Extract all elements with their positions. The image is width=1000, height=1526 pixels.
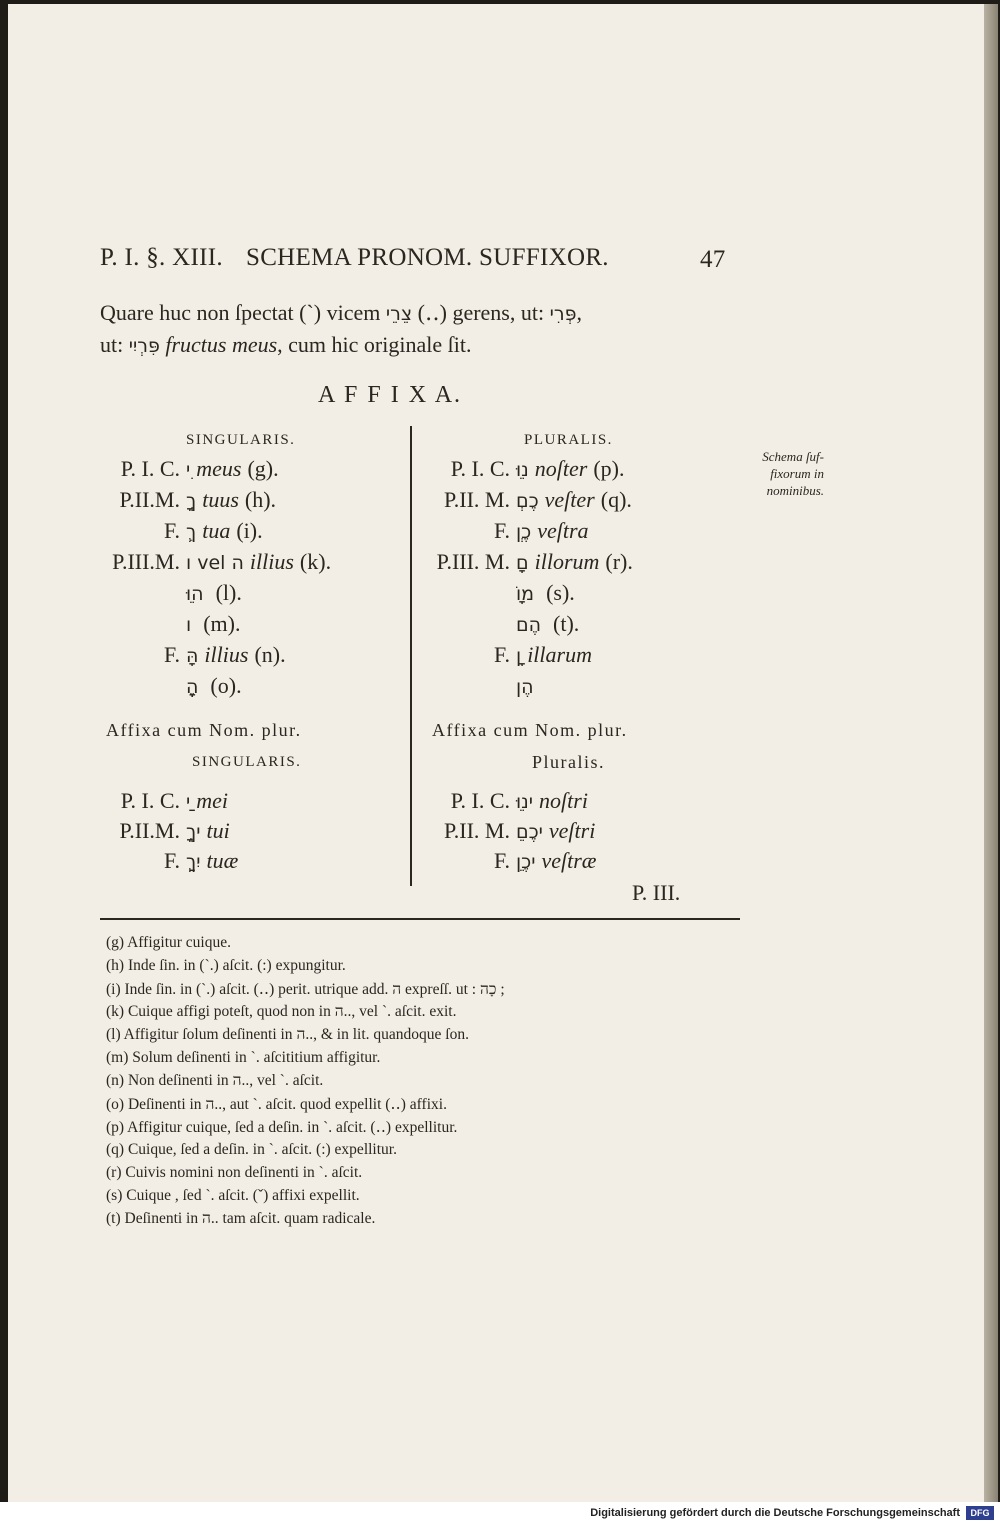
table-row (422, 611, 579, 637)
row-note: (s). (546, 580, 575, 605)
row-label: P.II. M. (443, 487, 510, 512)
row-note: (n). (254, 642, 286, 667)
row-label: P. I. C. (450, 788, 510, 813)
row-note: (l). (215, 580, 242, 605)
footnote: (i) Inde ſin. in (ˋ.) aſcit. (‥) perit. utrique add. ה expreſſ. ut : כָה ; (106, 981, 505, 998)
row-note: (t). (553, 611, 580, 636)
table-row (100, 487, 276, 513)
running-head-left: P. I. §. XIII. (100, 244, 223, 271)
intro-line-1 (100, 300, 582, 326)
row-note: (m). (203, 611, 241, 636)
row-label: P.III. M. (436, 549, 510, 574)
table-row (100, 549, 331, 575)
hebrew-suffix: ְכֶם (516, 490, 539, 512)
table-row (100, 580, 242, 606)
table-row (422, 673, 546, 699)
footnote: (r) Cuivis nomini non deſinenti in ˋ. aſcit. (106, 1164, 363, 1181)
table-row (422, 487, 632, 513)
hebrew-suffix: הֶן (516, 676, 534, 698)
footnote: (k) Cuique affigi poteſt, quod non in ה.., vel ˋ. aſcit. exit. (106, 1003, 457, 1020)
book-page (8, 4, 986, 1502)
footnote: (g) Affigitur cuique. (106, 934, 231, 951)
intro-text: ut: (100, 332, 124, 357)
row-gloss: illius (249, 549, 294, 574)
row-label: F. (494, 518, 510, 543)
table-row (422, 456, 625, 482)
table-row (100, 818, 236, 844)
row-note: (p). (593, 456, 625, 481)
table-row (422, 788, 594, 814)
row-gloss: tua (202, 518, 231, 543)
hebrew-suffix: ְךָ (186, 490, 197, 512)
catchword: P. III. (632, 880, 681, 905)
table-row (100, 673, 242, 699)
row-label: P. I. C. (120, 456, 180, 481)
row-note: (h). (244, 487, 277, 512)
row-note: (k). (299, 549, 332, 574)
table-row (422, 642, 598, 668)
row-gloss: veſter (544, 487, 595, 512)
column-divider (410, 426, 412, 886)
row-gloss: veſtri (548, 818, 596, 843)
table-row (100, 788, 234, 814)
row-gloss: illius (204, 642, 249, 667)
table-row (422, 518, 595, 544)
row-note: (o). (210, 673, 242, 698)
row-label: F. (164, 642, 180, 667)
footnote: (h) Inde ſin. in (ˋ.) aſcit. (:) expungitur. (106, 957, 346, 974)
digitization-footer (0, 1502, 1000, 1526)
row-gloss: tuus (202, 487, 239, 512)
table-row (100, 642, 286, 668)
hebrew-suffix: ַי (186, 791, 191, 813)
hebrew-suffix: ֶהָ (186, 676, 199, 698)
footnote: (o) Deſinenti in ה.., aut ˋ. aſcit. quod expellit (‥) affixi. (106, 1096, 447, 1113)
table-row (422, 848, 602, 874)
table-row (100, 456, 279, 482)
row-label: P. I. C. (450, 456, 510, 481)
header-affixa-nom-plur-left: Affixa cum Nom. plur. (106, 720, 302, 740)
dfg-logo: DFG (966, 1506, 994, 1520)
running-head-title: SCHEMA PRONOM. SUFFIXOR. (246, 244, 609, 271)
row-label: P.II.M. (119, 487, 180, 512)
hebrew-suffix: ָן (516, 645, 522, 667)
header-singularis-2: SINGULARIS. (192, 754, 302, 770)
margin-note (732, 448, 824, 499)
margin-note-line: Schema ſuf- (762, 449, 824, 464)
hebrew-suffix: הֶם (516, 614, 542, 636)
table-row (422, 549, 633, 575)
header-singularis: SINGULARIS. (186, 432, 296, 448)
row-gloss: mei (196, 788, 229, 813)
footnote: (s) Cuique , ſed ˋ. aſcit. (ˇ) affixi expellit. (106, 1187, 360, 1204)
row-note: (i). (236, 518, 263, 543)
section-title: A F F I X A. (318, 382, 463, 408)
hebrew-suffix: ָם (516, 552, 529, 574)
row-gloss: tuæ (206, 848, 239, 873)
hebrew-suffix: ו vel ה (186, 552, 244, 574)
intro-text: , (576, 300, 582, 325)
hebrew-suffix: ָהּ (186, 645, 199, 667)
row-label: P.II. M. (443, 818, 510, 843)
row-gloss: meus (196, 456, 242, 481)
header-affixa-nom-plur-right: Affixa cum Nom. plur. (432, 720, 628, 740)
footnote: (t) Deſinenti in ה.. tam aſcit. quam radicale. (106, 1210, 376, 1227)
row-gloss: noſter (534, 456, 588, 481)
header-pluralis-2: Pluralis. (532, 752, 606, 772)
row-label: P. I. C. (120, 788, 180, 813)
hebrew-word: צֵרֵי (385, 303, 413, 325)
row-label: P.III.M. (112, 549, 180, 574)
footnote: (q) Cuique, ſed a deſin. in ˋ. aſcit. (:) expellitur. (106, 1141, 397, 1158)
row-note: (g). (247, 456, 279, 481)
footnote: (m) Solum deſinenti in ˋ. aſcititium affigitur. (106, 1049, 381, 1066)
margin-note-line: nominibus. (766, 483, 824, 498)
hebrew-suffix: ֵיכֶן (516, 851, 536, 873)
table-row (422, 580, 575, 606)
intro-text: (‥) gerens, ut: (417, 300, 545, 325)
hebrew-suffix: ֵינוּ (516, 791, 534, 813)
hebrew-suffix: ֵךְ (186, 521, 197, 543)
intro-text: Quare huc non ſpectat (ˋ) vicem (100, 300, 381, 325)
intro-text: , cum hic originale ſit. (277, 332, 472, 357)
hebrew-suffix: ַיִךְ (186, 851, 201, 873)
row-label: F. (164, 518, 180, 543)
row-gloss: noſtri (539, 788, 588, 813)
footnote: (p) Affigitur cuique, ſed a deſin. in ˋ. aſcit. (‥) expellitur. (106, 1119, 458, 1136)
hebrew-suffix: ָמוֹ (516, 583, 535, 605)
hebrew-suffix: ו (186, 614, 192, 636)
row-label: F. (164, 848, 180, 873)
page-number: 47 (700, 246, 726, 273)
footnote-rule (100, 918, 740, 920)
row-gloss: illarum (527, 642, 592, 667)
row-note: (q). (600, 487, 632, 512)
table-row (100, 848, 244, 874)
hebrew-suffix: ֵהוּ (186, 583, 204, 605)
hebrew-suffix: ֶיךָ (186, 821, 201, 843)
margin-note-line: fixorum in (770, 466, 824, 481)
footnote: (n) Non deſinenti in ה.., vel ˋ. aſcit. (106, 1072, 324, 1089)
row-gloss: veſtræ (541, 848, 597, 873)
intro-gloss: fructus meus (165, 332, 278, 357)
row-note: (r). (605, 549, 633, 574)
page-edge (984, 4, 998, 1502)
hebrew-suffix: ֵיכֶם (516, 821, 543, 843)
row-label: P.II.M. (119, 818, 180, 843)
row-gloss: illorum (534, 549, 600, 574)
footnote: (l) Affigitur ſolum deſinenti in ה.., & in lit. quandoque ſon. (106, 1026, 469, 1043)
hebrew-suffix: ֵנוּ (516, 459, 529, 481)
table-row (422, 818, 601, 844)
intro-line-2 (100, 332, 471, 358)
row-label: F. (494, 642, 510, 667)
hebrew-word: פִּרְיִי (128, 335, 160, 357)
table-row (100, 611, 240, 637)
hebrew-suffix: ְכֶן (516, 521, 532, 543)
hebrew-suffix: ִי (186, 459, 191, 481)
footer-credit: Digitalisierung gefördert durch die Deutsche Forschungsgemeinschaft (590, 1507, 960, 1519)
hebrew-word: פְּרִי (549, 303, 577, 325)
table-row (100, 518, 263, 544)
row-gloss: tui (206, 818, 230, 843)
row-gloss: veſtra (537, 518, 589, 543)
row-label: F. (494, 848, 510, 873)
header-pluralis: PLURALIS. (524, 432, 613, 448)
